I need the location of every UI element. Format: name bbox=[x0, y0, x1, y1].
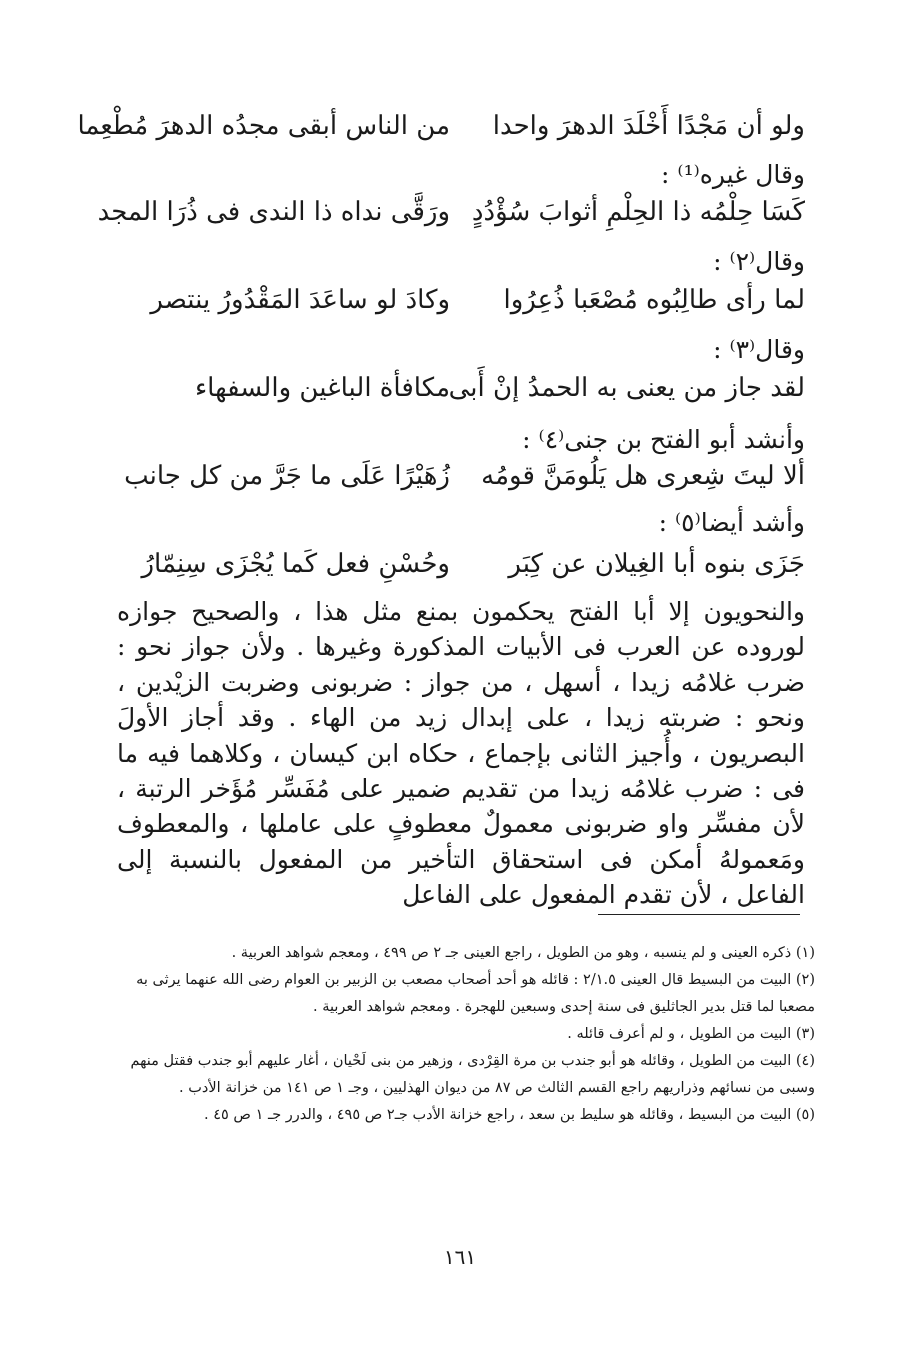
verse-intro: وأشد أيضا⁽٥⁾ : bbox=[658, 508, 805, 537]
verse-first-hemistich: لقد جاز من يعنى به الحمدُ إنْ أَبى bbox=[448, 373, 805, 403]
footnote-4: (٤) البيت من الطويل ، وقائله هو أبو جندب بن مرة القِرْدى ، وزهير من بنى لَحْيان ، أغار عليهم أبو جندب فقتل منهم وسبى من نسائهم وذراريهم راجع القسم الثالث ص ٨٧ من ديوان الهذليين ، وجـ ١ ص ١٤١ من خزانة الأدب . bbox=[130, 1053, 815, 1096]
verse-second-hemistich: من الناس أبقى مجدُه الدهرَ مُطْعِما bbox=[77, 111, 450, 141]
verse-line bbox=[0, 364, 920, 412]
verse-line bbox=[0, 188, 920, 236]
verse-first-hemistich: لما رأى طالِبُوه مُصْعَبا ذُعِرُوا bbox=[503, 285, 805, 315]
footnote-separator bbox=[598, 914, 800, 915]
verse-second-hemistich: ورَقَّى نداه ذا الندى فى ذُرَا المجد bbox=[97, 197, 450, 227]
verse-intro: وقال⁽٢⁾ : bbox=[713, 247, 805, 276]
verse-first-hemistich: جَزَى بنوه أبا الغِيلان عن كِبَر bbox=[508, 549, 805, 579]
verse-second-hemistich: وحُسْنِ فعل كَما يُجْزَى سِنِمّارُ bbox=[141, 549, 450, 579]
verse-first-hemistich: ألا ليتَ شِعرى هل يَلُومَنَّ قومُه bbox=[481, 461, 805, 491]
footnotes bbox=[110, 940, 815, 1129]
verse-second-hemistich: زُهَيْرًا عَلَى ما جَرَّ من كل جانب bbox=[124, 461, 450, 491]
verse-second-hemistich: مكافأة الباغين والسفهاء bbox=[194, 373, 450, 403]
body-paragraph bbox=[117, 594, 805, 913]
footnote-1: (١) ذكره العينى و لم ينسبه ، وهو من الطويل ، راجع العينى جـ ٢ ص ٤٩٩ ، ومعجم شواهد العربية . bbox=[231, 945, 815, 961]
verse-intro: وقال⁽٣⁾ : bbox=[713, 335, 805, 364]
verse-intro: وأنشد أبو الفتح بن جنى⁽٤⁾ : bbox=[522, 425, 805, 454]
verse-intro: وقال غيره⁽¹⁾ : bbox=[661, 160, 805, 189]
verse-line bbox=[0, 276, 920, 324]
verse-line bbox=[0, 540, 920, 588]
verse-line bbox=[0, 102, 920, 150]
footnote-5: (٥) البيت من البسيط ، وقائله هو سليط بن سعد ، راجع خزانة الأدب جـ٢ ص ٤٩٥ ، والدرر جـ ١ ص ٤٥ . bbox=[204, 1107, 815, 1123]
verse-line bbox=[0, 452, 920, 500]
verse-first-hemistich: كَسَا حِلْمُه ذا الحِلْمِ أثوابَ سُؤْدُدٍ bbox=[471, 197, 805, 227]
footnote-3: (٣) البيت من الطويل ، و لم أعرف قائله . bbox=[567, 1026, 815, 1042]
paragraph-text: والنحويون إلا أبا الفتح يحكمون بمنع مثل هذا ، والصحيح جوازه لوروده عن العرب فى الأبيات المذكورة وغيرها . ولأن جواز نحو : ضرب غلامُه زيدا ، أسهل ، من جواز : ضربونى وضربت الزيْدين ، ونحو : ضربته زيدا ، على إبدال زيد من الهاء . وقد أجاز الأولَ البصريون ، وأُجيز الثانى بإجماع ، حكاه ابن كيسان ، وكلاهما فيه ما فى : ضرب غلامُه زيدا من تقديم ضمير على مُفَسِّر مُؤَخر الرتبة ، لأن مفسِّر واو ضربونى معمولٌ معطوفٍ على عاملها ، والمعطوف ومَعمولهُ أمكن فى استحقاق التأخير من المفعول بالنسبة إلى الفاعل ، لأن تقدم المفعول على الفاعل bbox=[117, 597, 805, 910]
verse-second-hemistich: وكادَ لو ساعَدَ المَقْدُورُ ينتصر bbox=[150, 285, 450, 315]
verse-first-hemistich: ولو أن مَجْدًا أَخْلَدَ الدهرَ واحدا bbox=[492, 111, 805, 141]
footnote-2: (٢) البيت من البسيط قال العينى ٢/١.٥ : قائله هو أحد أصحاب مصعب بن الزبير بن العوام رضى الله عنهما يرثى به مصعبا لما قتل بدير الجاثليق فى سنة إحدى وسبعين للهجرة . ومعجم شواهد العربية . bbox=[136, 972, 815, 1015]
page-number: ١٦١ bbox=[443, 1245, 477, 1269]
